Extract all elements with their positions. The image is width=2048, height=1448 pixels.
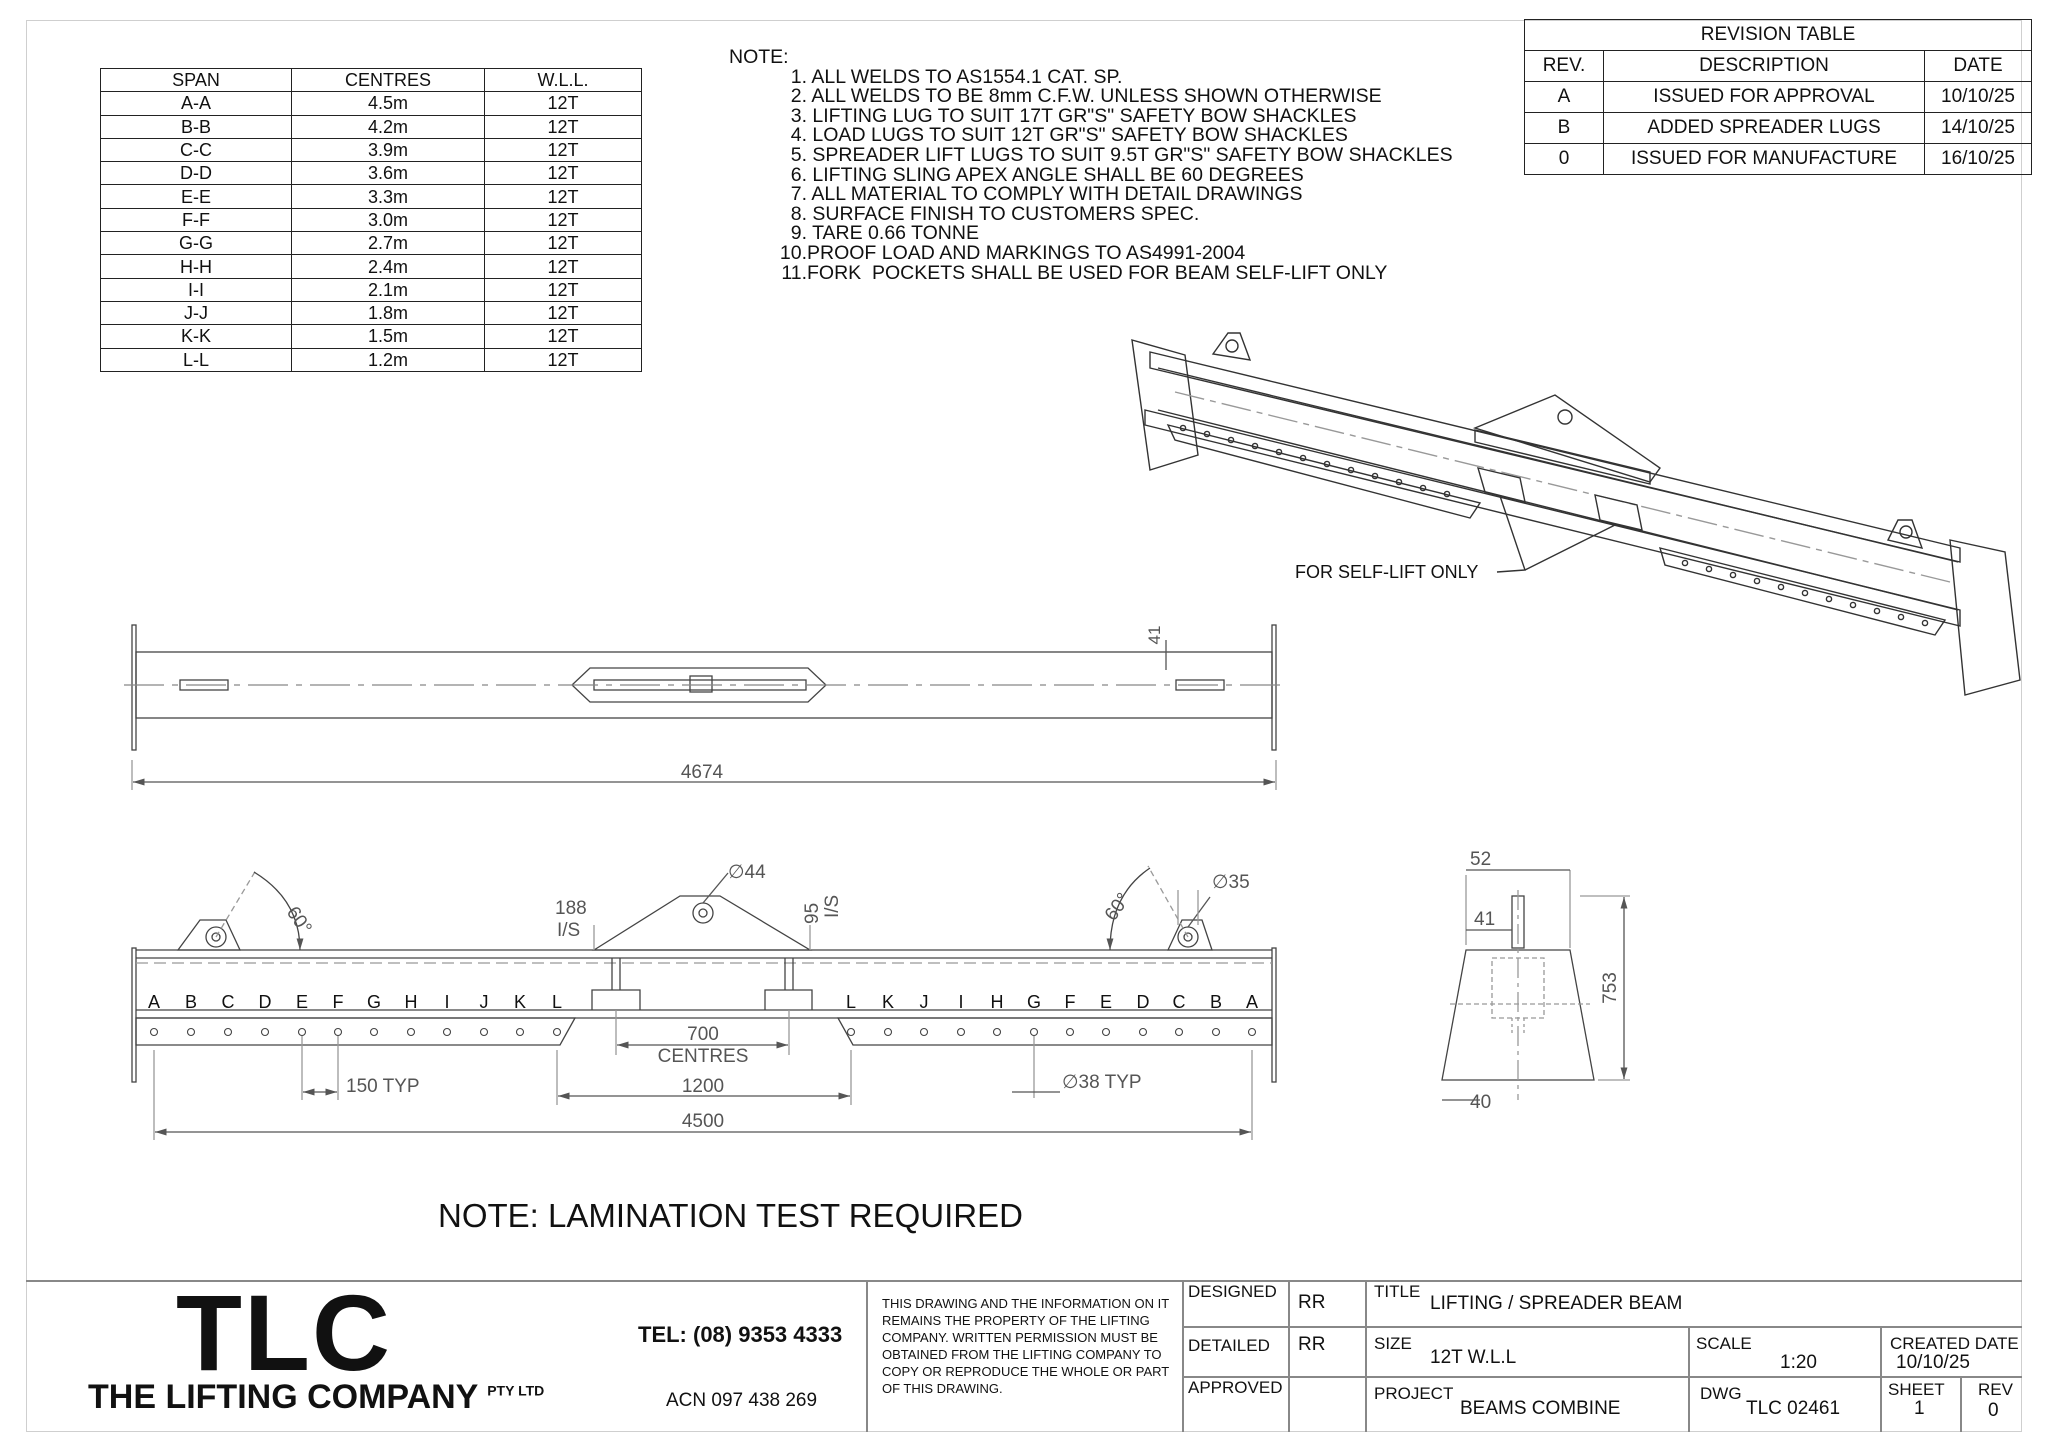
span-letter: B xyxy=(1209,992,1223,1012)
telephone: TEL: (08) 9353 4333 xyxy=(638,1322,843,1347)
span-letter: L xyxy=(845,992,857,1012)
hole xyxy=(958,1029,965,1036)
self-lift-callout: FOR SELF-LIFT ONLY xyxy=(1295,562,1479,582)
wll-header: W.L.L. xyxy=(485,69,642,92)
iso-hole xyxy=(1682,560,1687,565)
description-cell: ISSUED FOR MANUFACTURE xyxy=(1604,144,1925,175)
hole xyxy=(1176,1029,1183,1036)
centres-header: CENTRES xyxy=(292,69,485,92)
created-date-value: 10/10/25 xyxy=(1896,1352,1970,1373)
wll-cell: 12T xyxy=(485,185,642,208)
rev-cell: 0 xyxy=(1525,144,1604,175)
span-header: SPAN xyxy=(101,69,292,92)
iso-hole xyxy=(1754,578,1759,583)
span-letter: G xyxy=(1026,992,1042,1012)
title-label: TITLE xyxy=(1374,1282,1421,1301)
hole xyxy=(1067,1029,1074,1036)
list-item: 3. LIFTING LUG TO SUIT 17T GR"S" SAFETY BOW SHACKLES xyxy=(790,104,1357,127)
iso-centre-line xyxy=(1175,392,1950,582)
wll-cell: 12T xyxy=(485,208,642,231)
list-item: 9. TARE 0.66 TONNE xyxy=(790,222,979,245)
hole xyxy=(994,1029,1001,1036)
wll-cell: 12T xyxy=(485,232,642,255)
notes-title: NOTE: xyxy=(729,46,789,68)
hole xyxy=(481,1029,488,1036)
span-letter: A xyxy=(147,992,161,1012)
wll-cell: 12T xyxy=(485,138,642,161)
hole xyxy=(1103,1029,1110,1036)
description-header: DESCRIPTION xyxy=(1604,51,1925,82)
elev-fork-pocket-right xyxy=(765,990,812,1010)
date-cell: 14/10/25 xyxy=(1925,113,2032,144)
list-item: 11.FORK POCKETS SHALL BE USED FOR BEAM SELF-LIFT ONLY xyxy=(781,261,1388,284)
span-cell: J-J xyxy=(101,301,292,324)
angle-guide-right xyxy=(1148,866,1188,937)
centres-cell: 2.4m xyxy=(292,255,485,278)
dim-753: 753 xyxy=(1600,972,1621,1004)
span-letter: K xyxy=(881,992,895,1012)
iso-callout-leader-2 xyxy=(1525,525,1615,570)
span-letters xyxy=(148,992,1258,1012)
span-cell: B-B xyxy=(101,115,292,138)
description-cell: ISSUED FOR APPROVAL xyxy=(1604,82,1925,113)
scale-label: SCALE xyxy=(1696,1334,1752,1353)
wll-cell: 12T xyxy=(485,325,642,348)
iso-lug-plate-left xyxy=(1168,425,1480,518)
angle-guide-left xyxy=(216,870,256,937)
span-letter: C xyxy=(1172,992,1186,1012)
hole xyxy=(444,1029,451,1036)
span-letter: J xyxy=(919,992,929,1012)
hole xyxy=(299,1029,306,1036)
project-value: BEAMS COMBINE xyxy=(1460,1398,1621,1419)
list-item: 7. ALL MATERIAL TO COMPLY WITH DETAIL DRAWINGS xyxy=(790,183,1303,206)
span-letter: D xyxy=(1136,992,1150,1012)
dim-41-end: 41 xyxy=(1474,909,1496,930)
dim-700: 700 xyxy=(687,1024,719,1045)
detailed-label: DETAILED xyxy=(1188,1336,1270,1355)
wll-cell: 12T xyxy=(485,278,642,301)
dim-1200: 1200 xyxy=(681,1076,725,1097)
span-cell: I-I xyxy=(101,278,292,301)
wll-cell: 12T xyxy=(485,255,642,278)
title-block-divider xyxy=(1688,1326,1690,1432)
copyright-disclaimer: THIS DRAWING AND THE INFORMATION ON IT REMAINS THE PROPERTY OF THE LIFTING COMPANY. WRITTEN PERMISSION MUST BE OBTAINED FROM THE LIFTING COMPANY TO COPY OR REPRODUCE THE WHOLE OR PART OF THIS DRAWING. xyxy=(882,1296,1170,1396)
span-letter: F xyxy=(1064,992,1076,1012)
span-letter: H xyxy=(990,992,1004,1012)
detailed-value: RR xyxy=(1298,1334,1326,1355)
title-block-divider xyxy=(1365,1280,1367,1432)
elev-end-lug-left xyxy=(178,920,240,950)
elev-load-plate-right xyxy=(838,1018,1272,1045)
hole xyxy=(1140,1029,1147,1036)
dwg-number: TLC 02461 xyxy=(1746,1398,1841,1419)
hole xyxy=(1249,1029,1256,1036)
rev-cell: A xyxy=(1525,82,1604,113)
angle-60-left: 60° xyxy=(281,902,316,939)
company-suffix: PTY LTD xyxy=(487,1382,545,1399)
span-cell: E-E xyxy=(101,185,292,208)
list-item: 1. ALL WELDS TO AS1554.1 CAT. SP. xyxy=(790,65,1123,88)
centres-cell: 1.8m xyxy=(292,301,485,324)
hole xyxy=(262,1029,269,1036)
span-letter: I xyxy=(958,992,964,1012)
wll-cell: 12T xyxy=(485,301,642,324)
elev-end-plate-right xyxy=(1272,948,1276,1082)
dim-52: 52 xyxy=(1470,849,1492,870)
span-cell: L-L xyxy=(101,348,292,371)
dwg-label: DWG xyxy=(1700,1384,1742,1403)
list-item: 5. SPREADER LIFT LUGS TO SUIT 9.5T GR"S" SAFETY BOW SHACKLES xyxy=(790,143,1453,166)
scale-value: 1:20 xyxy=(1780,1352,1817,1373)
iso-hole xyxy=(1898,614,1903,619)
dim-4674: 4674 xyxy=(680,762,724,783)
wll-cell: 12T xyxy=(485,348,642,371)
hole xyxy=(848,1029,855,1036)
span-letter: K xyxy=(513,992,527,1012)
iso-hole xyxy=(1802,590,1807,595)
drawing-title: LIFTING / SPREADER BEAM xyxy=(1430,1293,1683,1314)
iso-callout-leader xyxy=(1497,496,1525,572)
iso-hole xyxy=(1730,572,1735,577)
elev-centre-lug-hole xyxy=(693,903,713,923)
elev-centre-lug-pin xyxy=(699,909,707,917)
iso-top-flange xyxy=(1150,352,1960,562)
rev-value: 0 xyxy=(1988,1400,1999,1421)
iso-end-lug-right-hole xyxy=(1900,526,1912,538)
isometric-view xyxy=(1132,333,2020,695)
span-letter: E xyxy=(295,992,309,1012)
angle-60-right: 60° xyxy=(1100,889,1135,925)
acn-number: ACN 097 438 269 xyxy=(666,1390,818,1411)
iso-end-lug-left-hole xyxy=(1226,340,1238,352)
span-letter: J xyxy=(479,992,489,1012)
hole xyxy=(921,1029,928,1036)
centres-cell: 1.2m xyxy=(292,348,485,371)
span-letter: E xyxy=(1099,992,1113,1012)
span-cell: H-H xyxy=(101,255,292,278)
dim-is-right: I/S xyxy=(822,894,843,918)
span-letter: I xyxy=(444,992,450,1012)
iso-web-bottom xyxy=(1158,410,1958,610)
title-block-divider xyxy=(1288,1280,1290,1432)
title-block-divider xyxy=(1880,1326,1882,1432)
wll-cell: 12T xyxy=(485,92,642,115)
description-cell: ADDED SPREADER LUGS xyxy=(1604,113,1925,144)
size-label: SIZE xyxy=(1374,1334,1412,1353)
iso-hole xyxy=(1874,608,1879,613)
company-name: THE LIFTING COMPANY $^{PTY LTD}$ xyxy=(88,1378,545,1416)
hole xyxy=(151,1029,158,1036)
hole xyxy=(517,1029,524,1036)
hole xyxy=(335,1029,342,1036)
list-item: 8. SURFACE FINISH TO CUSTOMERS SPEC. xyxy=(790,202,1200,225)
designed-label: DESIGNED xyxy=(1188,1282,1277,1301)
centres-cell: 3.0m xyxy=(292,208,485,231)
title-block-divider xyxy=(1960,1376,1962,1432)
hole xyxy=(188,1029,195,1036)
list-item: 4. LOAD LUGS TO SUIT 12T GR"S" SAFETY BOW SHACKLES xyxy=(790,124,1348,147)
hole xyxy=(1213,1029,1220,1036)
lamination-note: NOTE: LAMINATION TEST REQUIRED xyxy=(438,1197,1023,1234)
span-letter: H xyxy=(404,992,418,1012)
iso-hole xyxy=(1778,584,1783,589)
centres-cell: 4.5m xyxy=(292,92,485,115)
dim-38-typ: ∅38 TYP xyxy=(1062,1072,1142,1093)
approved-label: APPROVED xyxy=(1188,1378,1283,1397)
span-cell: A-A xyxy=(101,92,292,115)
hole xyxy=(225,1029,232,1036)
designed-value: RR xyxy=(1298,1292,1326,1313)
span-cell: D-D xyxy=(101,162,292,185)
list-item: 10.PROOF LOAD AND MARKINGS TO AS4991-2004 xyxy=(779,241,1246,264)
dim-95: 95 xyxy=(802,902,823,924)
dim-41-plan: 41 xyxy=(1145,625,1164,645)
centres-cell: 3.3m xyxy=(292,185,485,208)
span-cell: F-F xyxy=(101,208,292,231)
centres-cell: 3.9m xyxy=(292,138,485,161)
rev-header: REV. xyxy=(1525,51,1604,82)
span-letter: B xyxy=(184,992,198,1012)
wll-cell: 12T xyxy=(485,115,642,138)
iso-end-lug-left xyxy=(1213,333,1250,360)
hole xyxy=(554,1029,561,1036)
title-block-row xyxy=(1182,1326,2022,1328)
title-block-divider xyxy=(866,1280,868,1432)
hole xyxy=(1031,1029,1038,1036)
dim-centres: CENTRES xyxy=(657,1046,749,1067)
dim-40: 40 xyxy=(1470,1092,1492,1113)
iso-centre-lug-hole xyxy=(1558,410,1572,424)
centres-cell: 2.7m xyxy=(292,232,485,255)
span-cell: K-K xyxy=(101,325,292,348)
dia-35: ∅35 xyxy=(1212,872,1250,893)
leader-dia35 xyxy=(1188,897,1210,927)
iso-hole xyxy=(1922,620,1927,625)
dim-is-left: I/S xyxy=(557,920,581,941)
rev-label: REV xyxy=(1978,1380,2013,1399)
span-letter: A xyxy=(1245,992,1259,1012)
centres-cell: 4.2m xyxy=(292,115,485,138)
date-header: DATE xyxy=(1925,51,2032,82)
span-letter: F xyxy=(332,992,344,1012)
title-block-row xyxy=(1182,1376,2022,1378)
centres-cell: 2.1m xyxy=(292,278,485,301)
iso-centre-lug-base xyxy=(1475,430,1650,484)
iso-hole xyxy=(1850,602,1855,607)
dim-188: 188 xyxy=(555,898,587,919)
dim-150-typ: 150 TYP xyxy=(346,1076,420,1097)
date-cell: 16/10/25 xyxy=(1925,144,2032,175)
date-cell: 10/10/25 xyxy=(1925,82,2032,113)
iso-fork-pocket-right xyxy=(1595,495,1642,530)
sheet-label: SHEET xyxy=(1888,1380,1945,1399)
hole xyxy=(885,1029,892,1036)
title-block-divider xyxy=(1182,1280,1184,1432)
span-letter: G xyxy=(366,992,382,1012)
list-item: 6. LIFTING SLING APEX ANGLE SHALL BE 60 DEGREES xyxy=(790,163,1304,186)
hole xyxy=(371,1029,378,1036)
dia-44: ∅44 xyxy=(728,862,766,883)
company-logo: TLC xyxy=(176,1272,392,1393)
span-letter: C xyxy=(221,992,235,1012)
project-label: PROJECT xyxy=(1374,1384,1454,1403)
span-letter: D xyxy=(258,992,272,1012)
dim-4500: 4500 xyxy=(681,1111,725,1132)
iso-end-plate-left xyxy=(1132,340,1198,470)
revision-table-title: REVISION TABLE xyxy=(1525,20,2032,51)
iso-hole xyxy=(1706,566,1711,571)
iso-hole xyxy=(1826,596,1831,601)
elev-load-plate-left xyxy=(136,1018,575,1045)
sheet-value: 1 xyxy=(1914,1398,1925,1419)
span-letter: L xyxy=(551,992,563,1012)
hole xyxy=(408,1029,415,1036)
wll-cell: 12T xyxy=(485,162,642,185)
centres-cell: 1.5m xyxy=(292,325,485,348)
elev-end-plate-left xyxy=(132,948,136,1082)
rev-cell: B xyxy=(1525,113,1604,144)
span-cell: C-C xyxy=(101,138,292,161)
size-value: 12T W.L.L xyxy=(1430,1347,1517,1368)
elev-fork-pocket-left xyxy=(592,990,640,1010)
centres-cell: 3.6m xyxy=(292,162,485,185)
span-cell: G-G xyxy=(101,232,292,255)
created-date-label: CREATED DATE xyxy=(1890,1334,2019,1353)
list-item: 2. ALL WELDS TO BE 8mm C.F.W. UNLESS SHOWN OTHERWISE xyxy=(790,85,1382,108)
